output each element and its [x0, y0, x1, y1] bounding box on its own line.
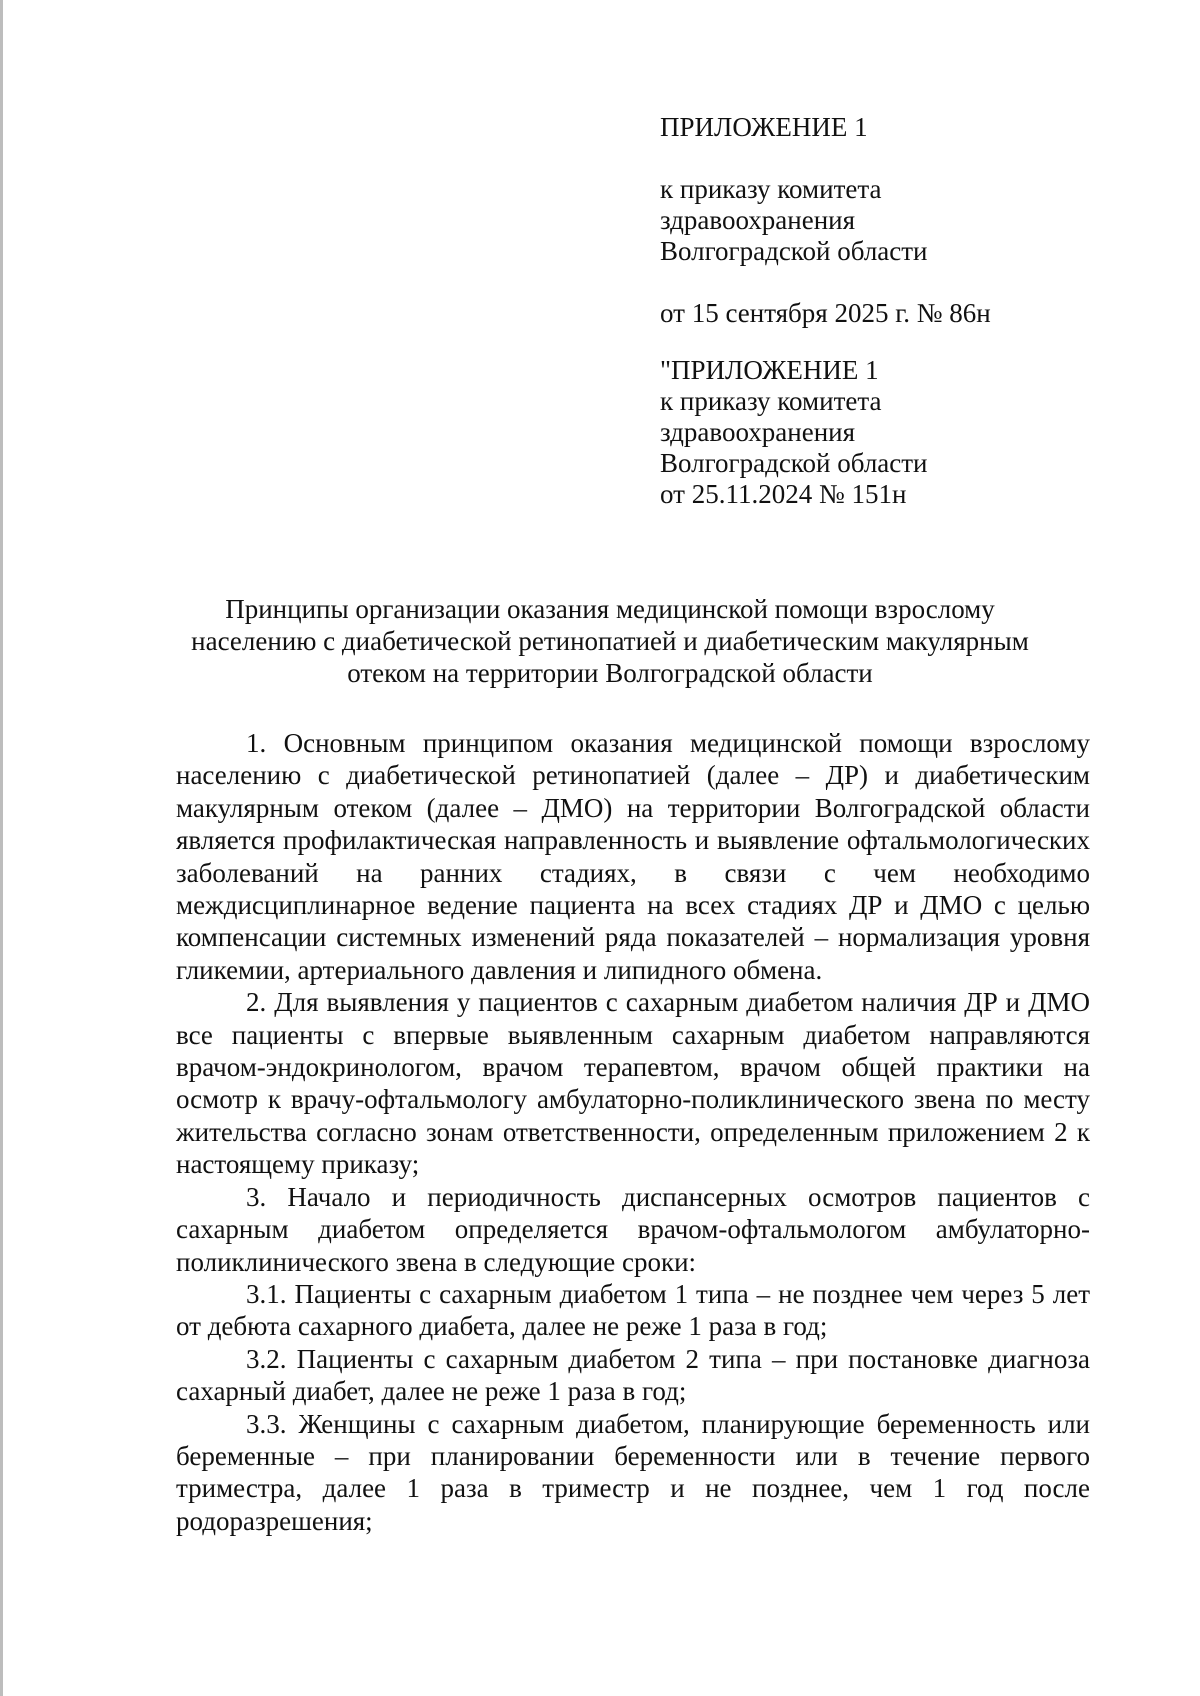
quoted-appendix-line: "ПРИЛОЖЕНИЕ 1	[660, 355, 879, 385]
paragraph: 3. Начало и периодичность диспансерных осмотров пациентов с сахарным диабетом определяется врачом-офтальмологом амбулаторно-поликлинического звена в следующие сроки:	[176, 1181, 1090, 1277]
title-line: Принципы организации оказания медицинской помощи взрослому	[225, 594, 995, 624]
title-line: населению с диабетической ретинопатией и диабетическим макулярным	[191, 626, 1029, 656]
paragraph: 2. Для выявления у пациентов с сахарным диабетом наличия ДР и ДМО все пациенты с впервые выявленным сахарным диабетом направляются врачом-эндокринологом, врачом терапевтом, врачом общей практики на осмотр к врачу-офтальмологу амбулаторно-поликлинического звена по месту жительства согласно зонам ответственности, определенным приложением 2 к настоящему приказу;	[176, 987, 1090, 1180]
document-title	[150, 593, 1070, 689]
paragraph: 3.3. Женщины с сахарным диабетом, планирующие беременность или беременные – при планировании беременности или в течение первого триместра, далее 1 раза в триместр и не позднее, чем 1 год после родоразрешения;	[176, 1408, 1090, 1536]
paragraph: 3.1. Пациенты с сахарным диабетом 1 типа – не позднее чем через 5 лет от дебюта сахарного диабета, далее не реже 1 раза в год;	[176, 1278, 1090, 1342]
document-body	[176, 727, 1090, 1537]
to-order-line: здравоохранения	[660, 205, 856, 235]
quoted-appendix-line: от 25.11.2024 № 151н	[660, 479, 907, 509]
paragraph: 1. Основным принципом оказания медицинской помощи взрослому населению с диабетической ретинопатией (далее – ДР) и диабетическим макулярным отеком (далее – ДМО) на территории Волгоградской области является профилактическая направленность и выявление офтальмологических заболеваний на ранних стадиях, в связи с чем необходимо междисциплинарное ведение пациента на всех стадиях ДР и ДМО с целью компенсации системных изменений ряда показателей – нормализация уровня гликемии, артериального давления и липидного обмена.	[176, 728, 1090, 985]
appendix-title: ПРИЛОЖЕНИЕ 1	[660, 112, 868, 142]
quoted-appendix-line: к приказу комитета	[660, 386, 882, 416]
paragraph: 3.2. Пациенты с сахарным диабетом 2 типа – при постановке диагноза сахарный диабет, далее не реже 1 раза в год;	[176, 1343, 1090, 1407]
to-order-line: Волгоградской области	[660, 236, 928, 266]
quoted-appendix-line: здравоохранения	[660, 417, 856, 447]
order-date: от 15 сентября 2025 г. № 86н	[660, 298, 991, 328]
title-line: отеком на территории Волгоградской области	[347, 658, 873, 688]
quoted-appendix-line: Волгоградской области	[660, 448, 928, 478]
scan-edge	[0, 0, 3, 1696]
to-order-line: к приказу комитета	[660, 174, 882, 204]
appendix-header	[660, 112, 1140, 510]
